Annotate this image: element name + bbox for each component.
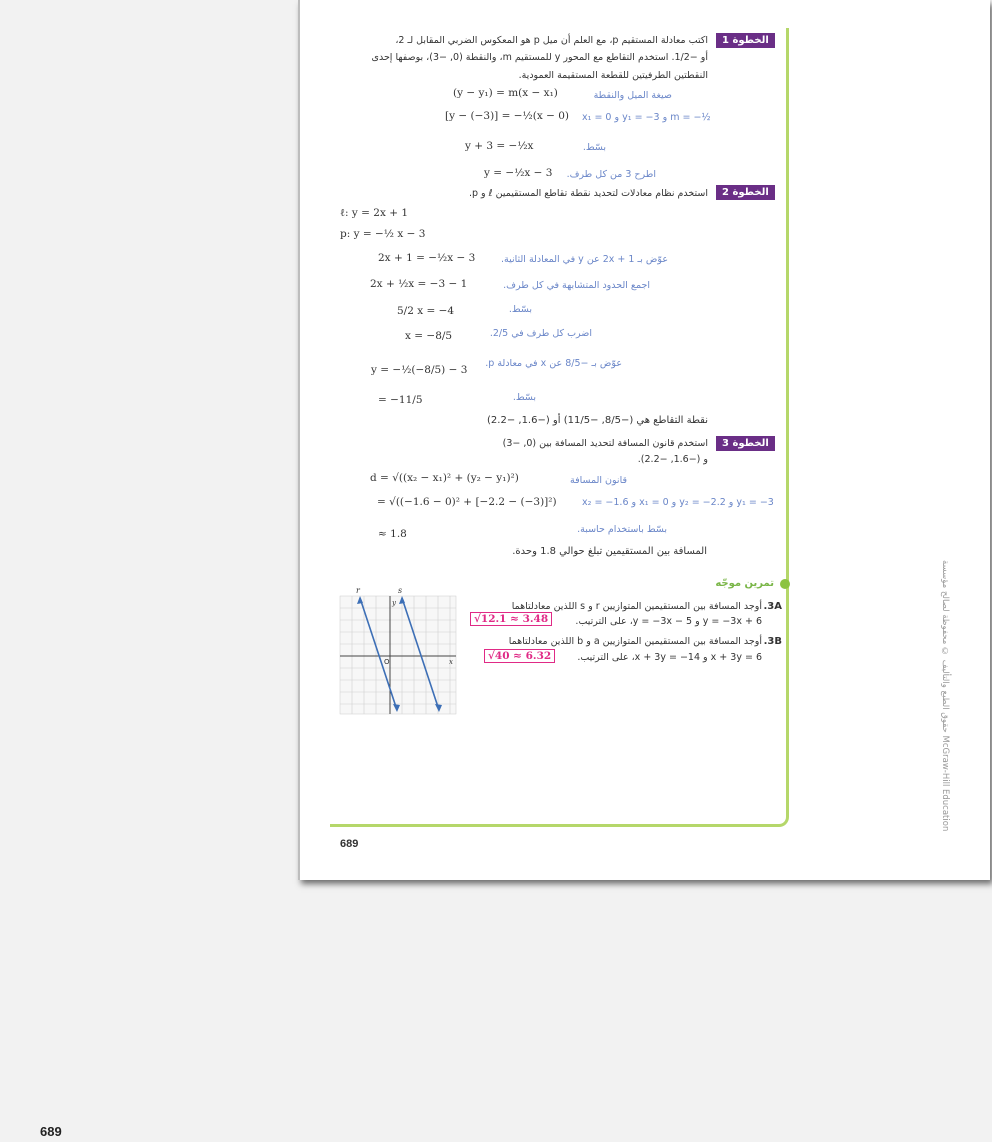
step2-eq-l: ℓ: y = 2x + 1: [340, 207, 409, 219]
q3a-text-line2: y = −3x + 6 و y = −3x − 5، على الترتيب.: [575, 616, 762, 627]
practice-bullet-icon: [780, 579, 790, 589]
step3-note-1: قانون المسافة: [569, 475, 627, 486]
step2-eq-p: p: y = −½ x − 3: [340, 228, 426, 240]
graph-label-x: x: [449, 658, 453, 666]
step1-note-2: x₁ = 0 و y₁ = −3 و m = −½: [582, 112, 711, 123]
step2-note-3: بسّط.: [508, 304, 532, 315]
copyright-side-text: حقوق الطبع والتأليف © محفوظة لصالح مؤسسة McGraw-Hill Education: [940, 560, 950, 832]
q3b-text-line1: أوجد المسافة بين المستقيمين المتوازيين a و b اللذين معادلتاهما: [508, 636, 762, 647]
step1-math-2: [y − (−3)] = −½(x − 0): [445, 110, 569, 122]
step2-note-2: اجمع الحدود المتشابهة في كل طرف.: [503, 280, 650, 291]
step2-math-4: x = −8/5: [405, 330, 453, 342]
graph-label-r: r: [356, 586, 360, 595]
q3a-answer: √12.1 ≈ 3.48: [470, 613, 552, 625]
step1-label: الخطوة 1: [716, 33, 775, 48]
step2-math-1: 2x + 1 = −½x − 3: [378, 252, 476, 264]
step2-note-1: عوّض بـ 2x + 1 عن y في المعادلة الثانية.: [501, 254, 668, 265]
step3-text-line1: استخدم قانون المسافة لتحديد المسافة بين (0, −3): [502, 438, 708, 449]
step1-text-line2: أو −1/2. استخدم التقاطع مع المحور y للمستقيم m، والنقطة (0, −3)، بوصفها إحدى: [371, 52, 708, 63]
graph-label-s: s: [398, 586, 403, 595]
step1-math-3: y + 3 = −½x: [465, 140, 534, 152]
step1-note-1: صيغة الميل والنقطة: [593, 90, 672, 101]
step2-text: استخدم نظام معادلات لتحديد نقطة تقاطع المستقيمين ℓ و p.: [468, 188, 708, 199]
step1-math-1: (y − y₁) = m(x − x₁): [453, 87, 558, 99]
coordinate-graph: [336, 584, 460, 718]
step1-text-line1: اكتب معادلة المستقيم p، مع العلم أن ميل p هو المعكوس الضربي المقابل لـ 2،: [395, 35, 708, 46]
step2-note-6: بسّط.: [512, 392, 536, 403]
viewer-page-number: 689: [40, 1124, 62, 1139]
step3-text-line2: و (−1.6, −2.2).: [637, 454, 708, 465]
step3-label: الخطوة 3: [716, 436, 775, 451]
step3-math-1: d = √((x₂ − x₁)² + (y₂ − y₁)²): [370, 472, 519, 484]
step3-conclusion: المسافة بين المستقيمين تبلغ حوالي 1.8 وحدة.: [512, 546, 707, 557]
step1-text-line3: النقطتين الطرفيتين للقطعة المستقيمة العمودية.: [518, 70, 708, 81]
graph-label-y: y: [392, 599, 396, 607]
q3a-text-line1: أوجد المسافة بين المستقيمين المتوازيين r و s اللذين معادلتاهما: [511, 601, 762, 612]
practice-title: تمرين موجّه: [715, 578, 774, 589]
step3-math-2: = √((−1.6 − 0)² + [−2.2 − (−3)]²): [377, 496, 557, 508]
step2-math-6: = −11/5: [378, 394, 423, 406]
q3a-number: 3A.: [763, 601, 782, 612]
q3b-number: 3B.: [763, 636, 782, 647]
step1-math-4: y = −½x − 3: [484, 167, 553, 179]
step3-note-2: x₂ = −1.6 و x₁ = 0 و y₂ = −2.2 و y₁ = −3: [582, 497, 774, 508]
step2-math-5: y = −½(−8/5) − 3: [371, 364, 468, 376]
step2-note-5: عوّض بـ −8/5 عن x في معادلة p.: [485, 358, 622, 369]
step2-math-2: 2x + ½x = −3 − 1: [370, 278, 468, 290]
q3b-text-line2: x + 3y = 6 و x + 3y = −14، على الترتيب.: [577, 652, 762, 663]
step2-label: الخطوة 2: [716, 185, 775, 200]
page-number: 689: [340, 838, 359, 850]
step3-math-3: ≈ 1.8: [378, 528, 407, 540]
step3-note-3: بسّط باستخدام حاسبة.: [577, 524, 667, 535]
step1-note-3: بسّط.: [582, 142, 606, 153]
q3b-answer: √40 ≈ 6.32: [484, 650, 555, 662]
graph-label-origin: O: [384, 658, 390, 666]
step1-note-4: اطرح 3 من كل طرف.: [566, 169, 656, 180]
step2-result: نقطة التقاطع هي (−8/5, −11/5) أو (−1.6, −2.2): [487, 415, 708, 426]
step2-math-3: 5/2 x = −4: [397, 305, 455, 317]
step2-note-4: اضرب كل طرف في 2/5.: [489, 328, 592, 339]
